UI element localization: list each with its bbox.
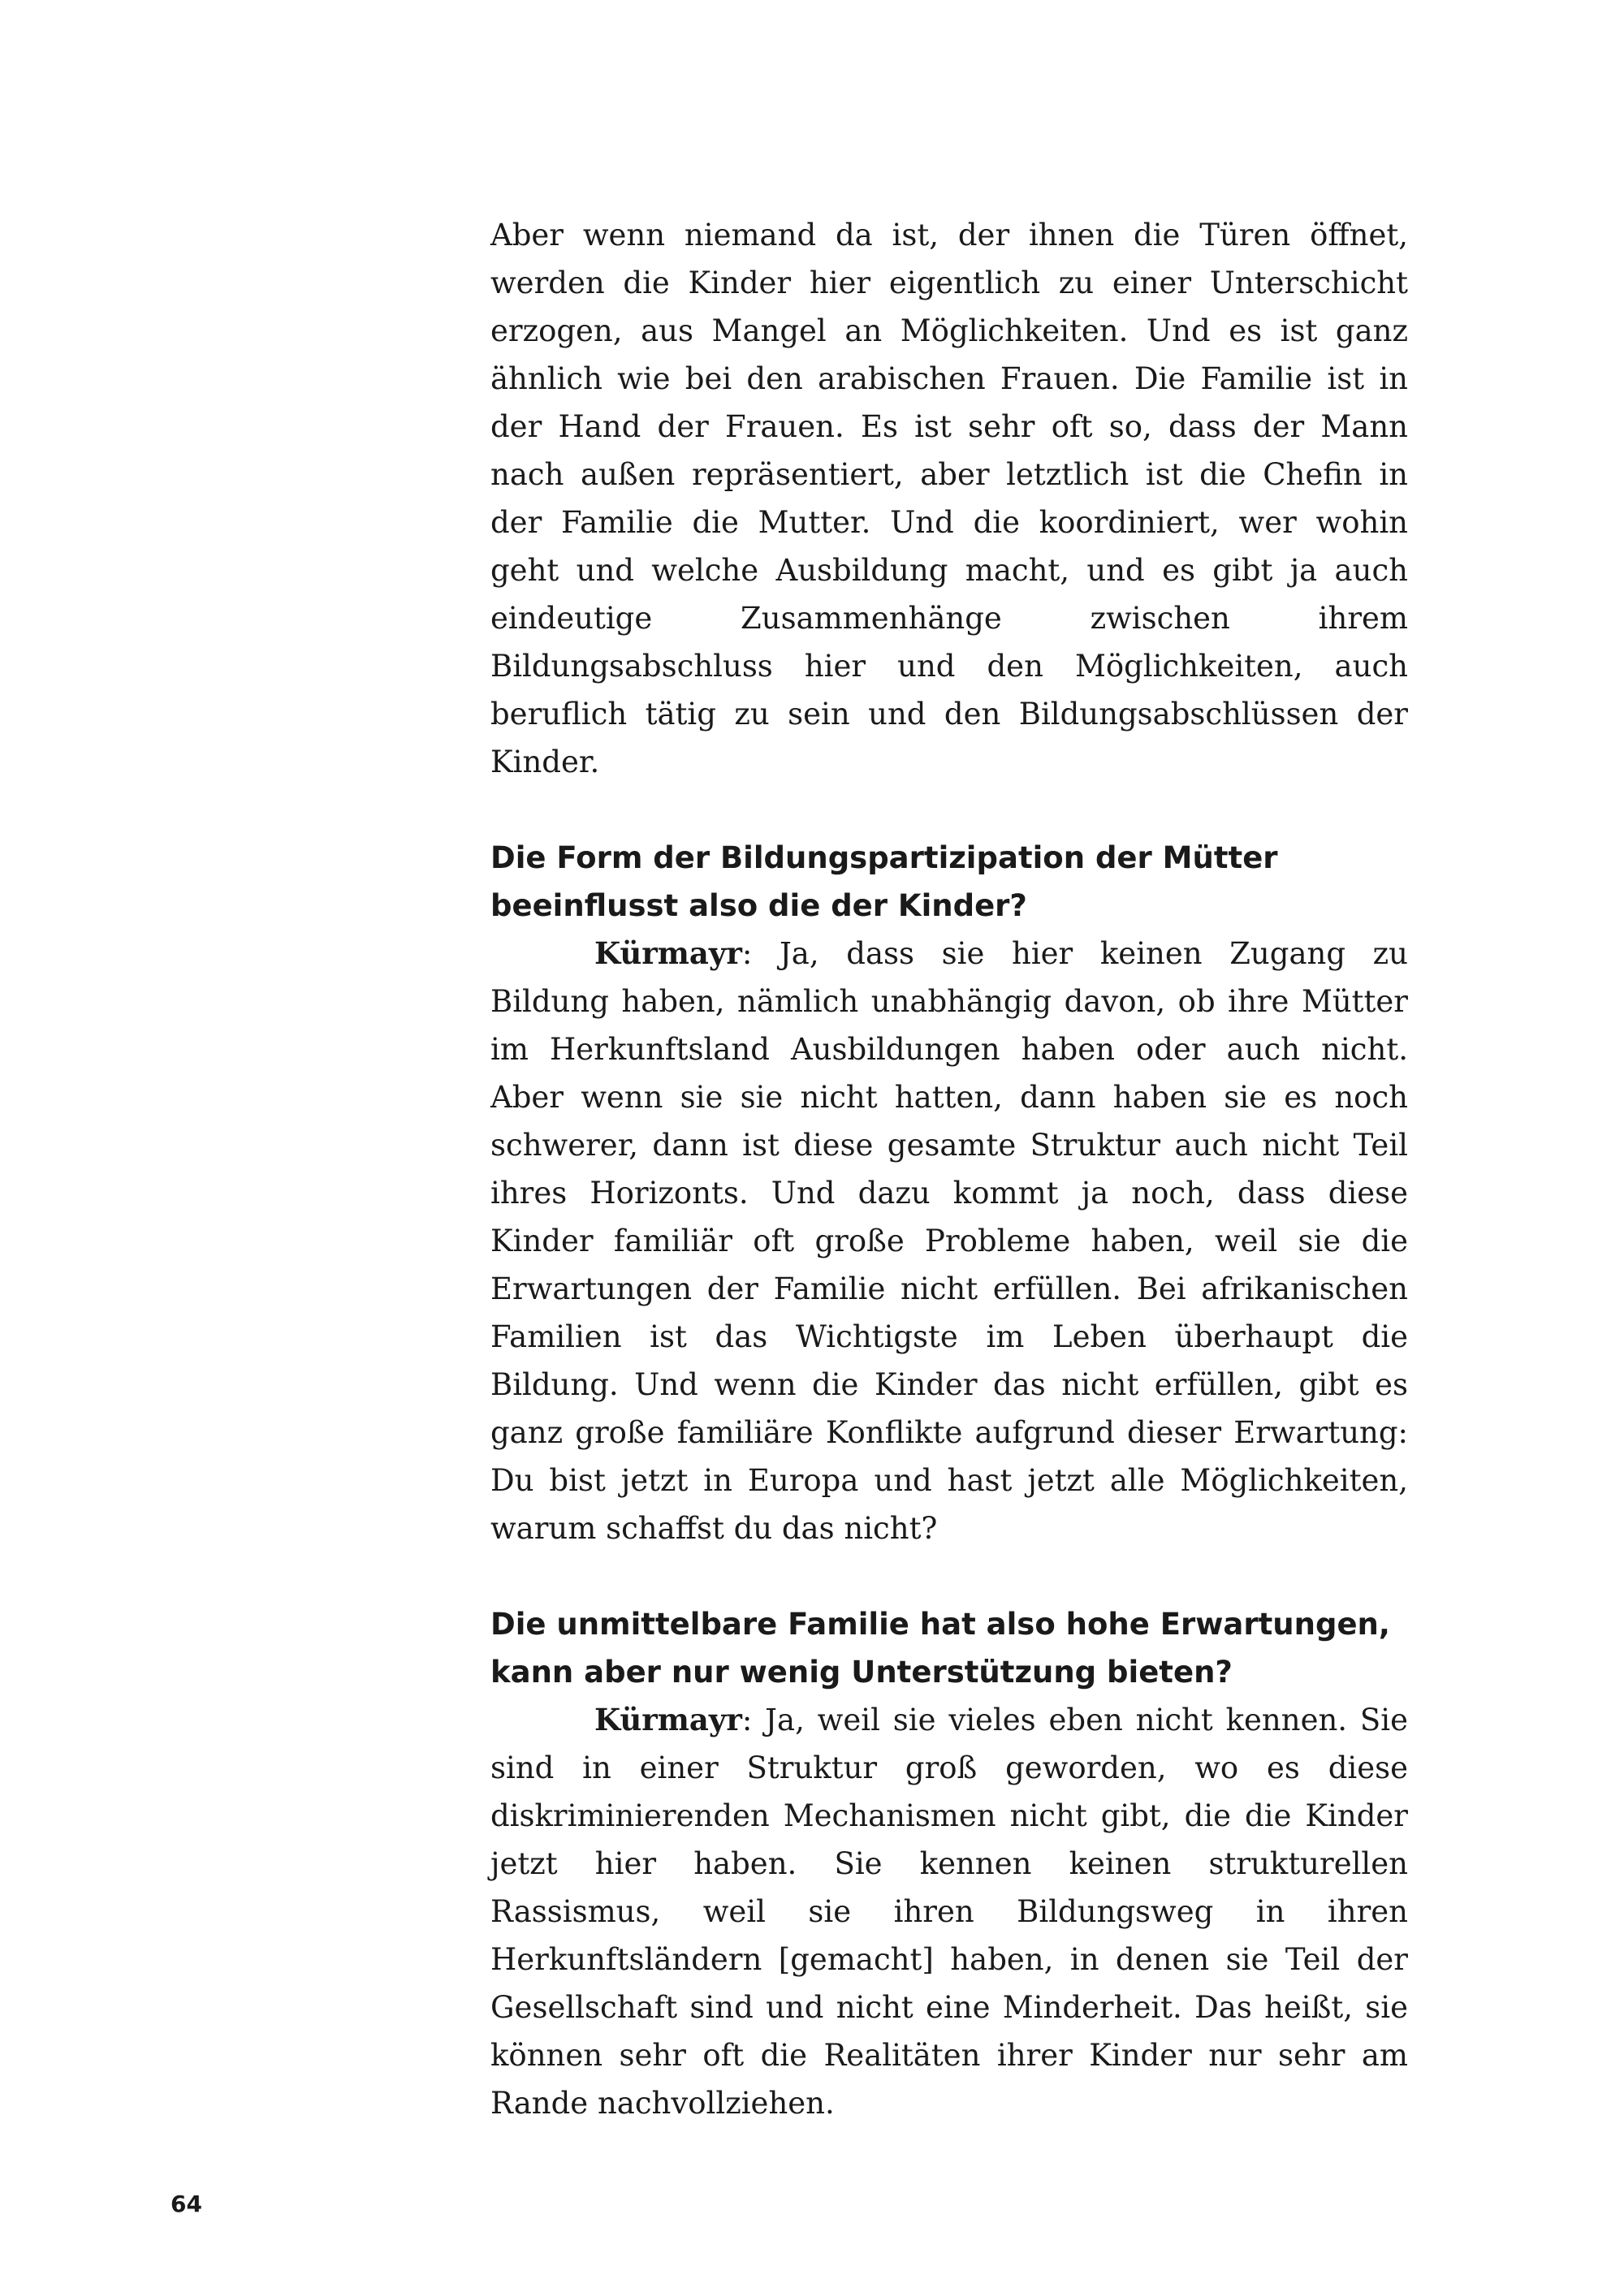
speaker-name: Kürmayr: [594, 1702, 742, 1737]
body-paragraph: Aber wenn niemand da ist, der ihnen die Türen öffnet, werden die Kinder hier eigentlich zu einer Unterschicht erzogen, aus Mangel an Möglichkeiten. Und es ist ganz ähnlich wie bei den arabischen Frauen. Die Familie ist in der Hand der Frauen. Es ist sehr oft so, dass der Mann nach außen repräsentiert, aber letztlich ist die Chefin in der Familie die Mutter. Und die koordiniert, wer wohin geht und welche Ausbildung macht, und es gibt ja auch eindeutige Zusammenhänge zwischen ihrem Bildungsabschluss hier und den Möglichkeiten, auch beruflich tätig zu sein und den Bildungsabschlüssen der Kinder.: [490, 218, 1408, 779]
page-number: 64: [171, 2191, 202, 2217]
speaker-name: Kürmayr: [594, 935, 742, 971]
answer-text: : Ja, weil sie vieles eben nicht kennen. Sie sind in einer Struktur groß geworden, wo es diese diskriminierenden Mechanismen nicht gibt, die die Kinder jetzt hier haben. Sie kennen keinen strukturellen Rassismus, weil sie ihren Bildungsweg in ihren Herkunftsländern [gemacht] haben, in denen sie Teil der Gesellschaft sind und nicht eine Minderheit. Das heißt, sie können sehr oft die Realitäten ihrer Kinder nur sehr am Rande nachvollziehen.: [490, 1703, 1408, 2121]
answer-text: : Ja, dass sie hier keinen Zugang zu Bildung haben, nämlich unabhängig davon, ob ihre Mütter im Herkunftsland Ausbildungen haben oder auch nicht. Aber wenn sie sie nicht hatten, dann haben sie es noch schwerer, dann ist diese gesamte Struktur auch nicht Teil ihres Horizonts. Und dazu kommt ja noch, dass diese Kinder familiär oft große Probleme haben, weil sie die Erwartungen der Familie nicht erfüllen. Bei afrikanischen Familien ist das Wichtigste im Leben überhaupt die Bildung. Und wenn die Kinder das nicht erfüllen, gibt es ganz große familiäre Konflikte aufgrund dieser Erwartung: Du bist jetzt in Europa und hast jetzt alle Möglichkeiten, warum schaffst du das nicht?: [490, 936, 1408, 1546]
interview-question: Die Form der Bildungspartizipation der Mütter beeinflusst also die der Kinder?: [490, 840, 1278, 923]
main-text-column: [490, 211, 1408, 2127]
interview-answer: [490, 1696, 1408, 2127]
interview-answer: [490, 930, 1408, 1552]
interview-question: Die unmittelbare Familie hat also hohe Erwartungen, kann aber nur wenig Unterstützung bieten?: [490, 1607, 1390, 1690]
